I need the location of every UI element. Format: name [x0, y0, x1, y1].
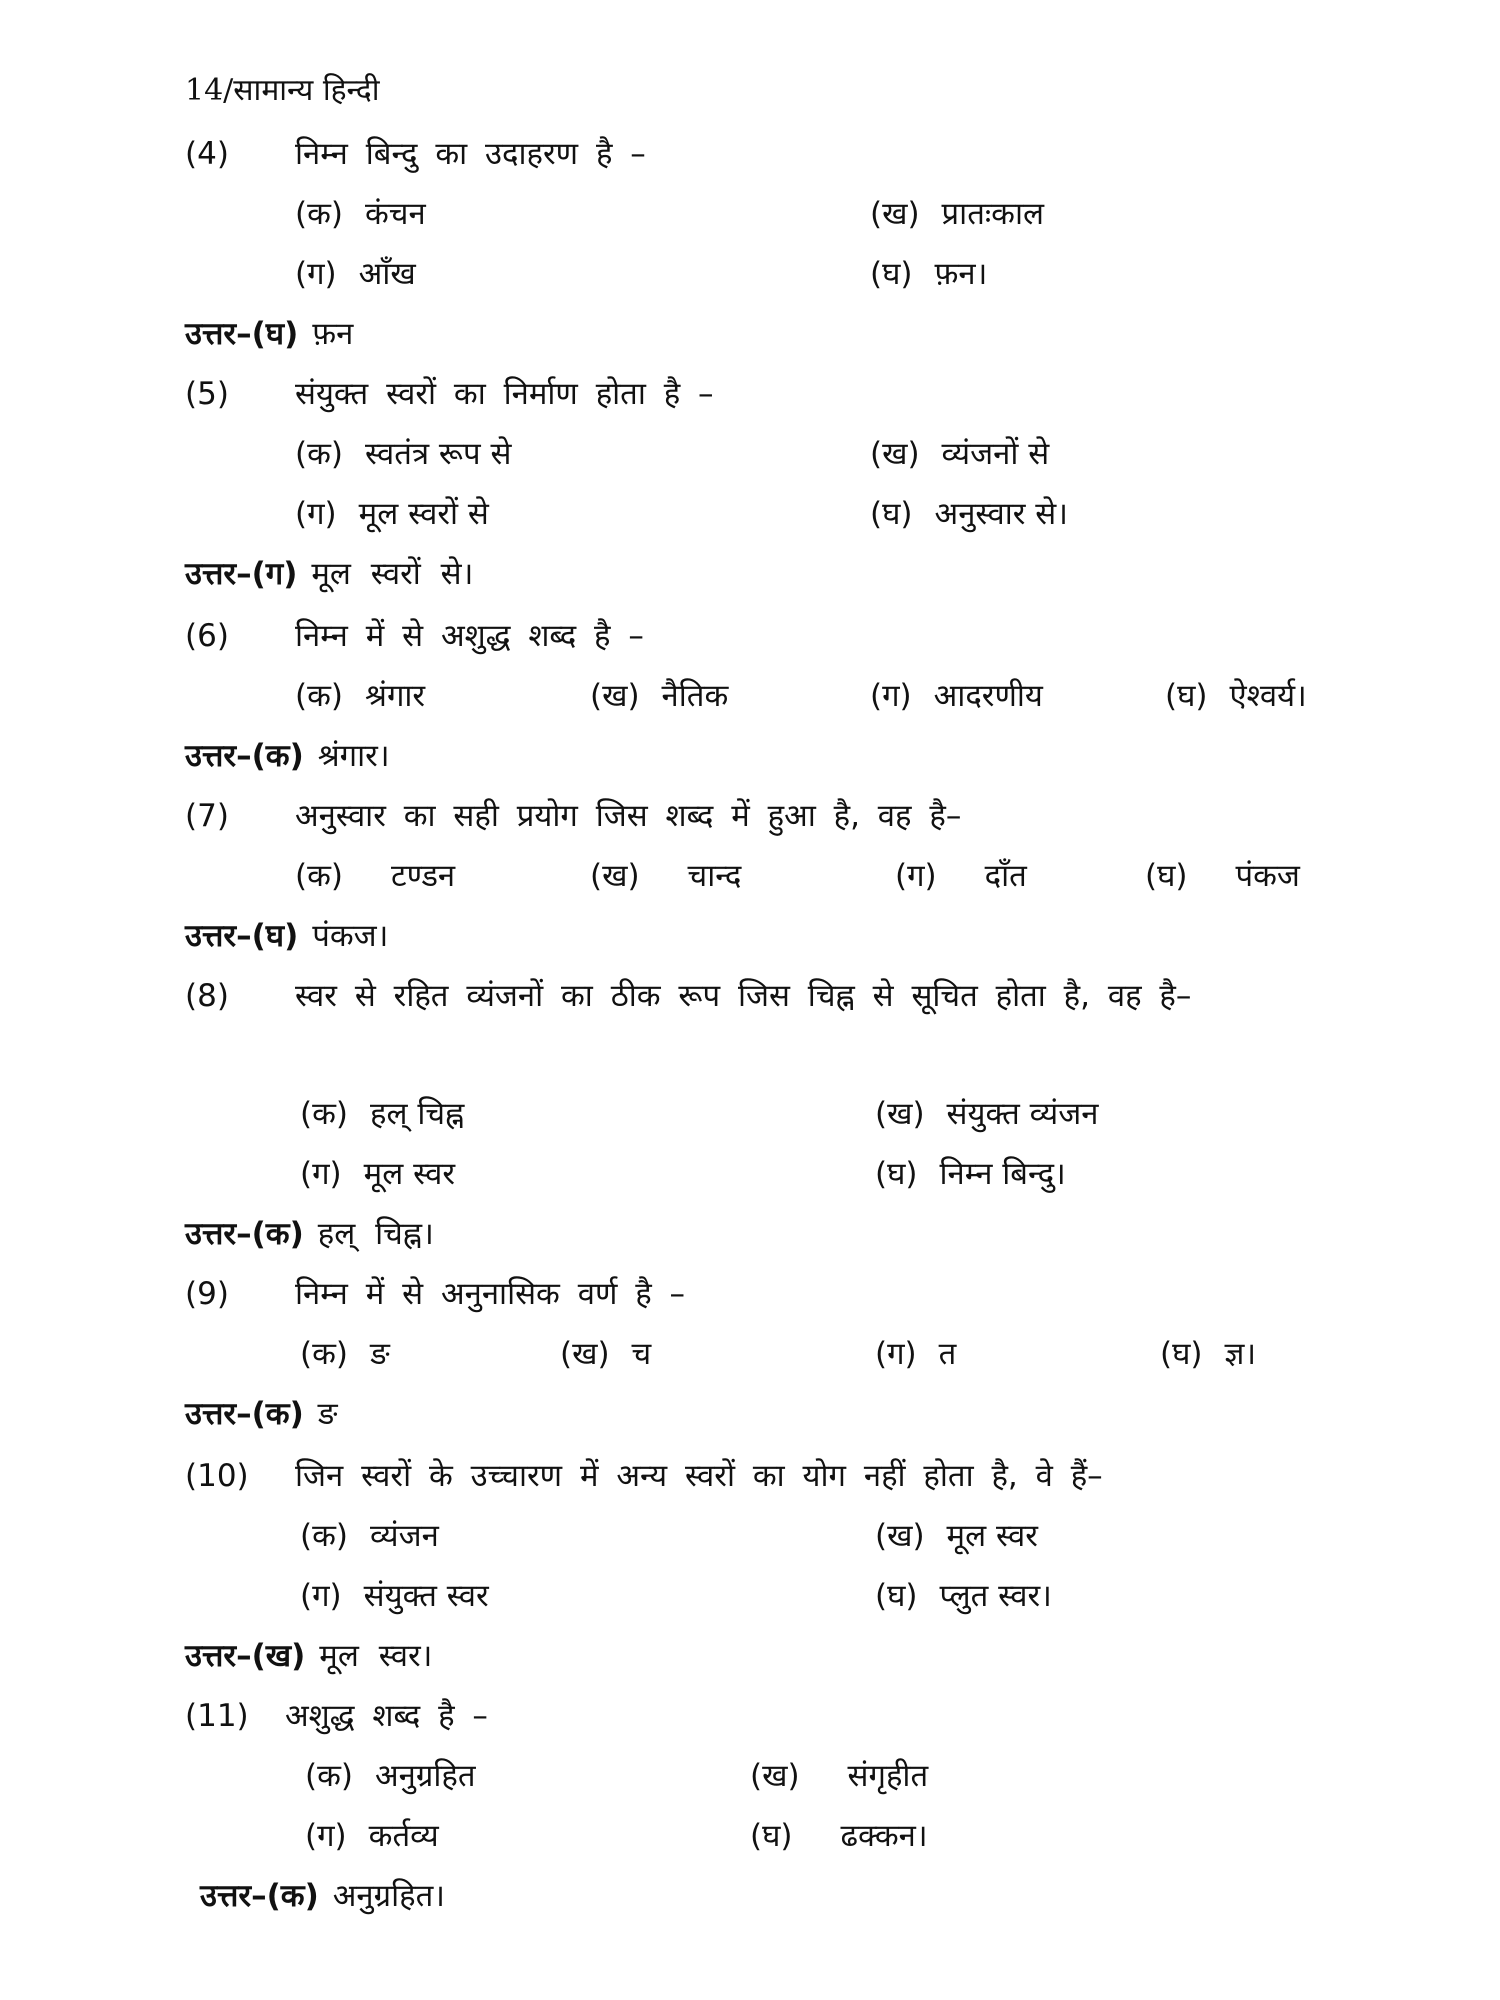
option-text: ज्ञ। — [1224, 1336, 1257, 1372]
option-label: (ग) — [300, 1578, 342, 1614]
option-gha — [1145, 852, 1300, 900]
answer-text: पंकज। — [312, 918, 389, 954]
option-label: (ख) — [875, 1518, 925, 1554]
option-ga — [295, 250, 416, 298]
answer-4 — [185, 310, 353, 358]
option-text: प्रातःकाल — [941, 196, 1045, 232]
option-text: संयुक्त स्वर — [363, 1578, 489, 1614]
option-text: ङ — [370, 1336, 390, 1372]
option-gha — [750, 1812, 928, 1860]
option-text: अनुग्रहित — [375, 1758, 476, 1794]
answer-label: उत्तर–(क) — [200, 1878, 319, 1914]
answer-text: अनुग्रहित। — [332, 1878, 446, 1914]
option-label: (ख) — [590, 678, 640, 714]
question-text: स्वर से रहित व्यंजनों का ठीक रूप जिस चिह्न से सूचित होता है, वह है– — [295, 978, 1192, 1014]
option-label: (ख) — [870, 196, 920, 232]
option-kha — [590, 672, 728, 720]
option-label: (क) — [300, 1518, 348, 1554]
option-label: (ग) — [870, 678, 912, 714]
option-ga — [875, 1330, 956, 1378]
option-label: (क) — [305, 1758, 353, 1794]
option-label: (ग) — [875, 1336, 917, 1372]
answer-text: फ़न — [312, 316, 354, 352]
option-text: चान्द — [687, 858, 742, 894]
question-number: (6) — [185, 618, 229, 654]
option-label: (ख) — [560, 1336, 610, 1372]
option-text: स्वतंत्र रूप से — [365, 436, 512, 472]
option-text: संगृहीत — [847, 1758, 929, 1794]
option-label: (घ) — [870, 496, 913, 532]
option-text: टण्डन — [391, 858, 456, 894]
option-ka — [300, 1330, 390, 1378]
option-ka — [295, 430, 511, 478]
answer-label: उत्तर–(ग) — [185, 556, 298, 592]
option-text: मूल स्वर — [946, 1518, 1038, 1554]
option-text: च — [631, 1336, 652, 1372]
option-gha — [1160, 1330, 1256, 1378]
option-kha — [875, 1090, 1098, 1138]
answer-5 — [185, 550, 473, 598]
answer-label: उत्तर–(घ) — [185, 316, 299, 352]
option-text: पंकज — [1235, 858, 1300, 894]
answer-10 — [185, 1632, 432, 1680]
question-text: निम्न में से अशुद्ध शब्द है – — [295, 618, 644, 654]
option-text: मूल स्वरों से — [358, 496, 489, 532]
option-text: कर्तव्य — [368, 1818, 439, 1854]
option-text: त — [938, 1336, 957, 1372]
option-label: (ग) — [295, 496, 337, 532]
answer-label: उत्तर–(ख) — [185, 1638, 306, 1674]
option-gha — [1165, 672, 1307, 720]
answer-text: मूल स्वर। — [319, 1638, 433, 1674]
question-text: निम्न बिन्दु का उदाहरण है – — [295, 136, 646, 172]
question-number: (8) — [185, 978, 229, 1014]
answer-text: हल् चिह्न। — [317, 1216, 434, 1252]
answer-text: मूल स्वरों से। — [311, 556, 474, 592]
question-text: जिन स्वरों के उच्चारण में अन्य स्वरों का योग नहीं होता है, वे हैं– — [295, 1458, 1103, 1494]
option-gha — [875, 1150, 1066, 1198]
option-text: व्यंजन — [370, 1518, 439, 1554]
option-text: संयुक्त व्यंजन — [946, 1096, 1099, 1132]
answer-label: उत्तर–(घ) — [185, 918, 299, 954]
option-label: (घ) — [1145, 858, 1188, 894]
option-kha — [750, 1752, 928, 1800]
answer-label: उत्तर–(क) — [185, 738, 304, 774]
running-head: 14/सामान्य हिन्दी — [185, 73, 380, 108]
option-label: (क) — [295, 858, 343, 894]
option-label: (ख) — [750, 1758, 800, 1794]
option-label: (घ) — [875, 1156, 918, 1192]
option-label: (क) — [295, 196, 343, 232]
option-label: (ख) — [870, 436, 920, 472]
option-ka — [300, 1090, 464, 1138]
answer-6 — [185, 732, 390, 780]
option-label: (घ) — [1165, 678, 1208, 714]
answer-8 — [185, 1210, 434, 1258]
answer-7 — [185, 912, 388, 960]
option-ga — [300, 1150, 455, 1198]
option-text: हल् चिह्न — [370, 1096, 465, 1132]
option-ka — [305, 1752, 476, 1800]
option-kha — [870, 430, 1049, 478]
option-ka — [295, 672, 425, 720]
question-number: (4) — [185, 136, 229, 172]
option-label: (घ) — [750, 1818, 793, 1854]
option-text: कंचन — [365, 196, 426, 232]
question-8 — [185, 972, 1385, 1072]
option-gha — [870, 250, 987, 298]
option-text: व्यंजनों से — [941, 436, 1050, 472]
option-text: दाँत — [984, 858, 1027, 894]
option-kha — [590, 852, 741, 900]
question-number: (11) — [185, 1698, 249, 1734]
option-ka — [295, 190, 426, 238]
option-text: अनुस्वार से। — [934, 496, 1068, 532]
option-ka — [295, 852, 455, 900]
option-label: (ख) — [590, 858, 640, 894]
option-label: (क) — [295, 436, 343, 472]
option-label: (ग) — [895, 858, 937, 894]
option-label: (ग) — [305, 1818, 347, 1854]
option-label: (घ) — [1160, 1336, 1203, 1372]
question-number: (9) — [185, 1276, 229, 1312]
question-text: अशुद्ध शब्द है – — [285, 1698, 488, 1734]
question-number: (7) — [185, 798, 229, 834]
answer-text: ङ — [317, 1396, 338, 1432]
option-text: ढक्कन। — [840, 1818, 928, 1854]
option-kha — [875, 1512, 1038, 1560]
question-text: संयुक्त स्वरों का निर्माण होता है – — [295, 376, 714, 412]
option-text: ऐश्वर्य। — [1229, 678, 1307, 714]
option-text: आदरणीय — [933, 678, 1043, 714]
option-text: मूल स्वर — [363, 1156, 456, 1192]
option-kha — [870, 190, 1044, 238]
question-text: निम्न में से अनुनासिक वर्ण है – — [295, 1276, 686, 1312]
option-ga — [895, 852, 1027, 900]
option-label: (घ) — [875, 1578, 918, 1614]
question-number: (5) — [185, 376, 229, 412]
option-label: (क) — [300, 1096, 348, 1132]
question-number: (10) — [185, 1458, 249, 1494]
option-text: प्लुत स्वर। — [939, 1578, 1052, 1614]
option-label: (ग) — [300, 1156, 342, 1192]
answer-11 — [200, 1872, 445, 1920]
option-gha — [870, 490, 1068, 538]
answer-label: उत्तर–(क) — [185, 1396, 304, 1432]
answer-label: उत्तर–(क) — [185, 1216, 304, 1252]
option-label: (ग) — [295, 256, 337, 292]
option-ga — [870, 672, 1043, 720]
option-ga — [300, 1572, 489, 1620]
option-label: (क) — [300, 1336, 348, 1372]
answer-9 — [185, 1390, 337, 1438]
option-ga — [295, 490, 489, 538]
option-text: फ़न। — [934, 256, 988, 292]
option-label: (घ) — [870, 256, 913, 292]
option-text: निम्न बिन्दु। — [939, 1156, 1066, 1192]
option-label: (क) — [295, 678, 343, 714]
option-label: (ख) — [875, 1096, 925, 1132]
option-text: नैतिक — [661, 678, 729, 714]
option-gha — [875, 1572, 1052, 1620]
question-text: अनुस्वार का सही प्रयोग जिस शब्द में हुआ है, वह है– — [295, 798, 962, 834]
option-text: आँख — [358, 256, 416, 292]
option-ka — [300, 1512, 439, 1560]
answer-text: श्रंगार। — [317, 738, 390, 774]
option-text: श्रंगार — [365, 678, 426, 714]
option-ga — [305, 1812, 439, 1860]
option-kha — [560, 1330, 651, 1378]
